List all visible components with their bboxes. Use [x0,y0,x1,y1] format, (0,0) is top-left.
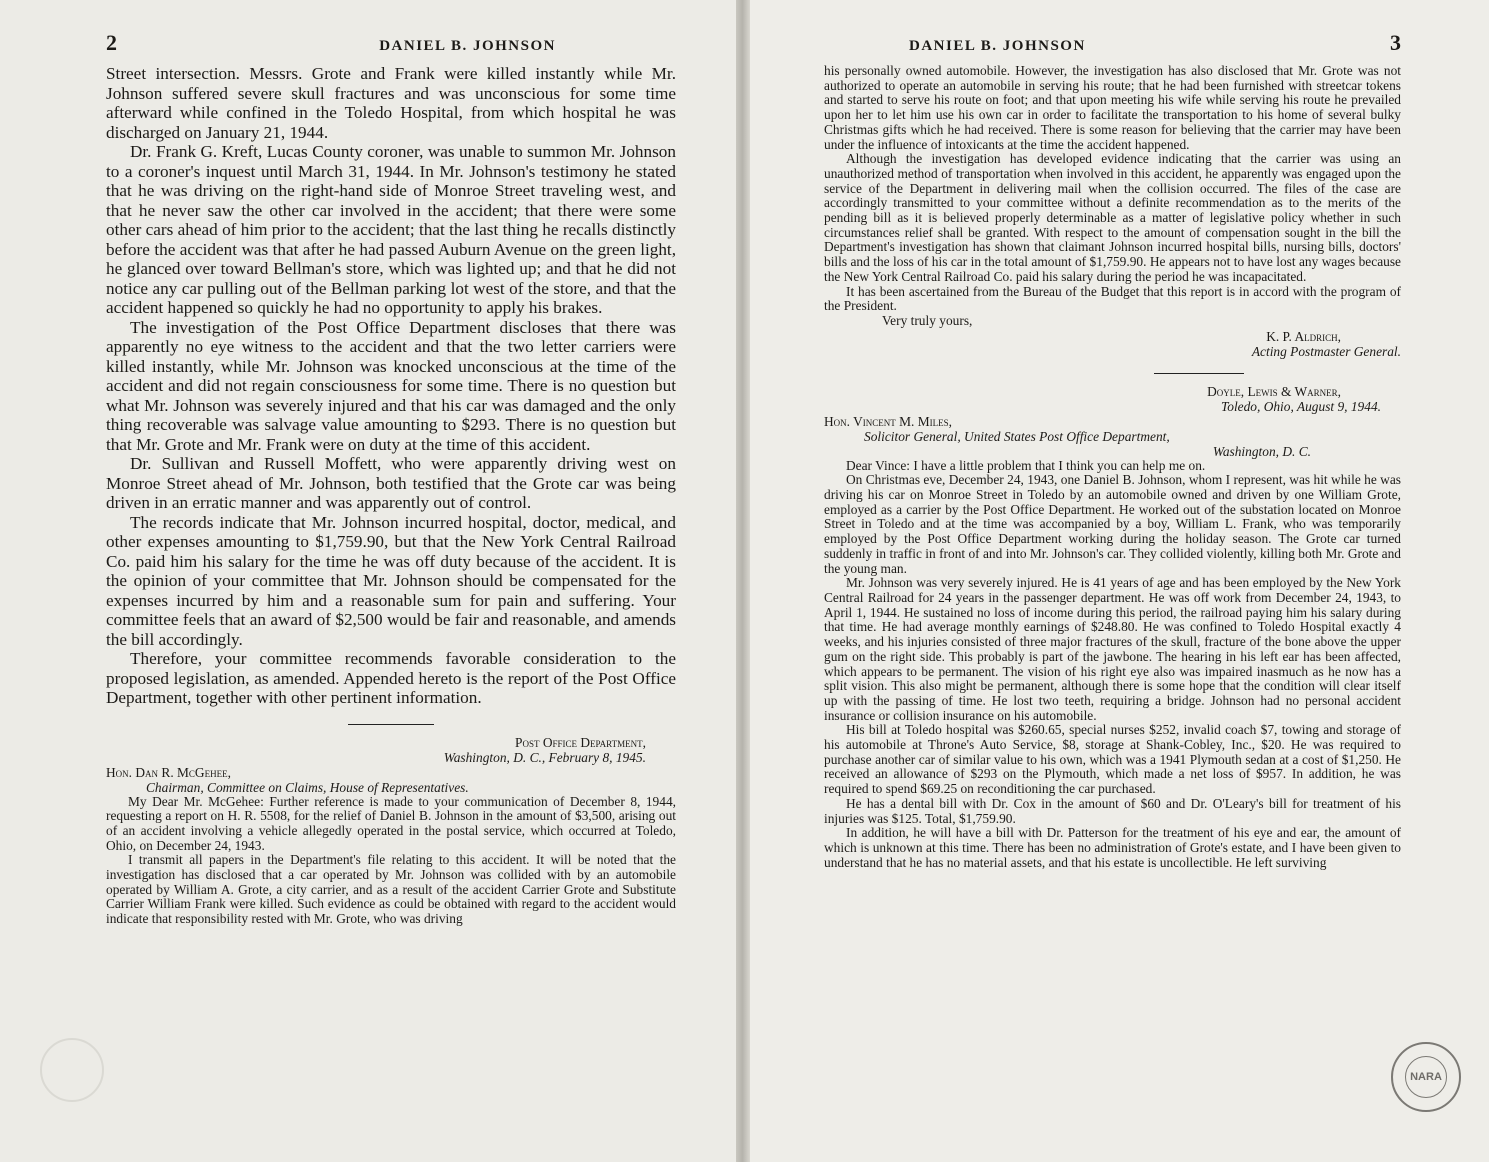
left-page-number: 2 [106,30,117,55]
section-divider [1154,373,1244,374]
letter-paragraph: My Dear Mr. McGehee: Further reference is made to your communication of December 8, 1944, requesting a report on H. R. 5508, for the relief of Daniel B. Johnson in the amount of $3,500, arising out of an accident involving a vehicle allegedly operated in the postal service, which occurred at Toledo, Ohio, on December 24, 1943. [106,793,676,853]
right-running-title: DANIEL B. JOHNSON [909,38,1086,54]
letter-paragraph: He has a dental bill with Dr. Cox in the amount of $60 and Dr. O'Leary's bill for treatment of his injuries was $125. Total, $1,759.90. [824,795,1401,826]
letter-paragraph: On Christmas eve, December 24, 1943, one Daniel B. Johnson, whom I represent, was hit while he was driving his car on Monroe Street in Toledo by an automobile owned and driven by one William Grote, employed as a carrier by the Post Office Department. He worked out of the substation located on Monroe Street in Toledo and at the time was accompanied by a boy, William L. Frank, who was temporarily employed by the Post Office Department working during the holiday season. The Grote car turned suddenly in traffic in front of and into Mr. Johnson's car. They collided violently, killing both Mr. Grote and the young man. [824,472,1401,576]
section-divider [348,724,434,725]
letter-closing: Very truly yours, [882,312,973,328]
letter-paragraph: It has been ascertained from the Bureau of the Budget that this report is in accord with the program of the President. [824,283,1401,314]
library-stamp-icon [1391,1042,1461,1112]
letter-paragraph: Dear Vince: I have a little problem that I think you can help me on. [846,457,1206,473]
letter-place-date: Washington, D. C., February 8, 1945. [443,749,646,765]
body-paragraph: Dr. Frank G. Kreft, Lucas County coroner, was unable to summon Mr. Johnson to a coroner's inquest until March 31, 1944. In Mr. Johnson's testimony he stated that he was driving on the right-hand side of Monroe Street traveling west, and that he never saw the other car involved in the accident; that there were some other cars ahead of him prior to the accident; that the last thing he recalls distinctly before the accident was that after he had passed Auburn Avenue on the green light, he glanced over toward Bellman's store, which was lighted up; and that he did not notice any car pulling out of the Bellman parking lot west of the store, and that the accident happened so quickly he had no opportunity to apply his brakes. [106,142,676,317]
page-gutter [736,0,750,1162]
letter-paragraph: His bill at Toledo hospital was $260.65, special nurses $252, invalid coach $7, towing and storage of his automobile at Throne's Auto Service, $8, storage at Shank-Cobley, Inc., $20. He was required to purchase another car of similar value to his own, which was a 1941 Plymouth sedan at a cost of $1,250. He received an allowance of $293 on the Plymouth, which made a net loss of $957. In addition, he was required to spend $69.25 on reconditioning the car purchased. [824,722,1401,797]
left-body [106,64,676,708]
letter-org: Post Office Department, [515,734,646,750]
letter-paragraph: Mr. Johnson was very severely injured. He is 41 years of age and has been employed by the New York Central Railroad for 24 years in the passenger department. He was off work from December 24, 1943, to April 1, 1944. He sustained no loss of income during this period, the railroad paying him his salary during that time. He had average monthly earnings of $248.80. He was confined to Toledo Hospital exactly 4 weeks, and his injuries consisted of three major fractures of the skull, fracture of the bone above the upper gum on the right side. This probably is part of the jawbone. The hearing in his left ear has been affected, which appears to be permanent. The vision of his right eye also was impaired inasmuch as he now has a split vision. This also might be permanent, although there is some hope that the condition will clear itself up with the passing of time. He lost two teeth, requiring a bridge. Johnson had no personal accident insurance or collision insurance on his automobile. [824,575,1401,723]
left-page [0,0,736,1162]
signature-title: Acting Postmaster General. [1251,343,1401,359]
right-page-number: 3 [1390,30,1401,55]
right-running-head [824,30,1401,64]
left-running-head [106,30,676,64]
faint-seal-icon [40,1038,104,1102]
second-addressee-name: Hon. Vincent M. Miles, [824,413,952,429]
po-letter [106,735,676,927]
letter-paragraph: In addition, he will have a bill with Dr. Patterson for the treatment of his eye and ear, the amount of which is unknown at this time. There has been no administration of Grote's estate, and I have been given to understand that he has no material assets, and that his estate is uncollectible. He left surviving [824,825,1401,870]
right-body [824,64,1401,870]
body-paragraph: Street intersection. Messrs. Grote and Frank were killed instantly while Mr. Johnson suffered severe skull fractures and was unconscious for some time afterward while confined in the Toledo Hospital, from which hospital he was discharged on January 21, 1944. [106,64,676,142]
second-addressee-city: Washington, D. C. [1212,443,1311,459]
letter-paragraph: I transmit all papers in the Department's file relating to this accident. It will be noted that the investigation has disclosed that a car operated by Mr. Johnson was collided with by an automobile operated by William A. Grote, a city carrier, and as a result of the accident Carrier Grote and Substitute Carrier William Frank were killed. Such evidence as could be obtained with regard to the accident would indicate that responsibility rested with Mr. Grote, who was driving [106,852,676,927]
letter-paragraph: his personally owned automobile. However, the investigation has also disclosed that Mr. Grote was not authorized to operate an automobile in serving his route; that he had been furnished with streetcar tokens and started to serve his route on foot; and that upon meeting his wife while serving his route he prevailed upon her to let him use his own car in order to facilitate the transportation to his home of several bulky Christmas gifts which he had received. There is some reason for believing that the carrier may have been under the influence of intoxicants at the time the accident happened. [824,63,1401,152]
second-addressee [824,414,1401,459]
body-paragraph: The records indicate that Mr. Johnson incurred hospital, doctor, medical, and other expenses amounting to $1,759.90, but that the New York Central Railroad Co. paid him his salary for the time he was off duty because of the accident. It is the opinion of your committee that Mr. Johnson should be compensated for the expenses incurred by him and a reasonable sum for pain and suffering. Your committee feels that an award of $2,500 would be fair and reasonable, and amends the bill accordingly. [106,512,676,649]
signature-name: K. P. Aldrich, [1266,328,1341,344]
firm-place-date: Toledo, Ohio, August 9, 1944. [1221,398,1381,414]
stamp-label: NARA [1405,1056,1447,1098]
body-paragraph: The investigation of the Post Office Department discloses that there was apparently no eye witness to the accident and that the two letter carriers were killed instantly, while Mr. Johnson was knocked unconscious at the time of the accident and did not regain consciousness for some time. There is no question but what Mr. Johnson was severely injured and that his car was damaged and the only thing recoverable was salvage value amounting to $293. There is no question but that Mr. Grote and Mr. Frank were on duty at the time of this accident. [106,317,676,454]
second-addressee-title: Solicitor General, United States Post Office Department, [864,428,1170,444]
body-paragraph: Therefore, your committee recommends favorable consideration to the proposed legislation, as amended. Appended hereto is the report of the Post Office Department, together with other pertinent information. [106,649,676,707]
letter-paragraph: Although the investigation has developed evidence indicating that the carrier was using an unauthorized method of transportation when involved in this accident, he apparently was engaged upon the service of the Department in delivering mail when the collision occurred. The files of the case are accordingly transmitted to your committee without a definite recommendation as to the merits of the pending bill as it is believed properly determinable as a matter of legislative policy whether in such circumstances relief shall be granted. With respect to the amount of compensation sought in the bill the Department's investigation has shown that claimant Johnson incurred hospital bills, nursing bills, doctors' bills and the loss of his car in the total amount of $1,759.90. He appears not to have lost any wages because the New York Central Railroad Co. paid his salary during the period he was incapacitated. [824,151,1401,284]
letter-addressee [106,765,676,795]
addressee-name: Hon. Dan R. McGehee, [106,764,231,780]
right-page [736,0,1489,1162]
body-paragraph: Dr. Sullivan and Russell Moffett, who were apparently driving west on Monroe Street ahead of Mr. Johnson, both testified that the Grote car was being driven in an erratic manner and was apparently out of control. [106,454,676,512]
left-running-title: DANIEL B. JOHNSON [379,38,556,54]
addressee-title: Chairman, Committee on Claims, House of Representatives. [146,779,469,795]
firm-name: Doyle, Lewis & Warner, [1207,383,1341,399]
